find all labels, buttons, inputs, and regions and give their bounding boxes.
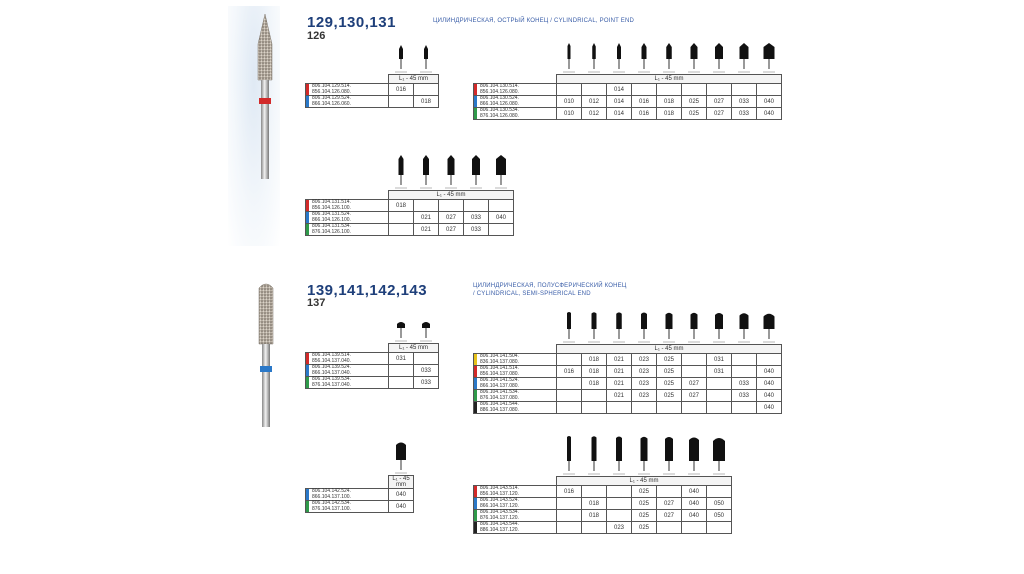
size-cell <box>732 84 757 96</box>
size-cell <box>657 84 682 96</box>
size-cell <box>557 378 582 390</box>
size-cell <box>389 224 414 236</box>
size-cell: 033 <box>732 378 757 390</box>
size-cell: 027 <box>682 390 707 402</box>
size-cell: 016 <box>632 108 657 120</box>
size-cell: 021 <box>607 366 632 378</box>
size-cell: 016 <box>632 96 657 108</box>
size-cell <box>557 84 582 96</box>
size-cell <box>682 366 707 378</box>
section-description: ЦИЛИНДРИЧЕСКАЯ, ПОЛУСФЕРИЧЕСКИЙ КОНЕЦ <box>473 283 627 289</box>
cylinder-round-bur-icon <box>418 320 434 342</box>
diamond-bur-photo-icon <box>252 282 280 427</box>
size-cell: 033 <box>732 108 757 120</box>
size-cell <box>707 486 732 498</box>
size-cell: 014 <box>607 84 632 96</box>
size-cell <box>632 84 657 96</box>
size-cell: 025 <box>657 378 682 390</box>
product-code: 806.104.143.524. 866.104.137.120. <box>474 498 557 510</box>
size-cell: 012 <box>582 108 607 120</box>
table-header: L₁ - 45 mm <box>389 191 514 200</box>
size-cell: 012 <box>582 96 607 108</box>
size-cell: 027 <box>439 224 464 236</box>
size-cell: 040 <box>757 96 782 108</box>
size-cell: 023 <box>632 354 657 366</box>
size-cell <box>582 390 607 402</box>
product-code: 806.104.143.534. 876.104.137.120. <box>474 510 557 522</box>
cylinder-round-bur-icon <box>686 435 702 475</box>
product-code: 806.104.130.514. 856.104.126.080. <box>474 84 557 96</box>
size-cell: 033 <box>732 96 757 108</box>
size-cell <box>707 390 732 402</box>
table-row <box>306 96 439 108</box>
section-title: 129,130,131 <box>307 14 396 31</box>
table-row <box>474 108 782 120</box>
size-cell: 023 <box>632 366 657 378</box>
product-code: 806.104.141.524. 866.104.137.080. <box>474 378 557 390</box>
size-cell <box>582 486 607 498</box>
cylinder-round-bur-icon <box>586 311 602 343</box>
product-code: 806.104.130.534. 876.104.126.080. <box>474 108 557 120</box>
size-cell <box>732 354 757 366</box>
size-cell <box>557 390 582 402</box>
size-cell: 033 <box>414 377 439 389</box>
table-header: L₁ - 45 mm <box>557 75 782 84</box>
table-header: L₁ - 45 mm <box>389 476 414 489</box>
size-cell: 023 <box>607 522 632 534</box>
table-header: L₁ - 45 mm <box>557 477 732 486</box>
size-cell: 025 <box>657 390 682 402</box>
product-code: 806.104.142.534. 876.104.137.100. <box>306 501 389 513</box>
size-cell: 018 <box>657 96 682 108</box>
table-row <box>474 390 782 402</box>
table-row <box>306 200 514 212</box>
size-cell: 025 <box>632 522 657 534</box>
product-code: 806.104.131.514. 856.104.126.100. <box>306 200 389 212</box>
size-cell: 018 <box>582 366 607 378</box>
product-code: 806.104.139.514. 856.104.137.040. <box>306 353 389 365</box>
section-subtitle: 137 <box>307 297 326 309</box>
cylinder-round-bur-icon <box>636 435 652 475</box>
table-row <box>474 366 782 378</box>
cylinder-point-bur-icon <box>418 45 434 73</box>
size-cell: 018 <box>414 96 439 108</box>
cylinder-round-bur-icon <box>736 311 752 343</box>
size-cell: 050 <box>707 510 732 522</box>
cylinder-round-bur-icon <box>393 440 409 474</box>
table-row <box>306 489 414 501</box>
size-cell: 040 <box>757 378 782 390</box>
size-cell <box>707 378 732 390</box>
diamond-bur-photo-icon <box>250 14 280 179</box>
table-row <box>474 486 732 498</box>
table-row <box>474 96 782 108</box>
size-cell <box>682 354 707 366</box>
product-table-142 <box>305 475 414 513</box>
size-cell <box>439 200 464 212</box>
size-cell <box>389 96 414 108</box>
cylinder-round-bur-icon <box>661 311 677 343</box>
size-cell <box>582 84 607 96</box>
size-cell: 021 <box>607 354 632 366</box>
cylinder-point-bur-icon <box>636 43 652 73</box>
cylinder-point-bur-icon <box>761 43 777 73</box>
size-cell <box>414 84 439 96</box>
size-cell: 040 <box>682 510 707 522</box>
cylinder-point-bur-icon <box>393 45 409 73</box>
size-cell <box>607 486 632 498</box>
table-corner <box>306 476 389 489</box>
size-cell: 025 <box>657 366 682 378</box>
size-cell: 010 <box>557 96 582 108</box>
size-cell: 021 <box>414 212 439 224</box>
size-cell: 018 <box>582 354 607 366</box>
product-table-130 <box>473 74 782 120</box>
size-cell <box>657 522 682 534</box>
size-cell: 027 <box>439 212 464 224</box>
size-cell <box>657 486 682 498</box>
size-cell: 040 <box>757 402 782 414</box>
cylinder-round-bur-icon <box>711 311 727 343</box>
cylinder-point-bur-icon <box>443 155 459 189</box>
product-code: 806.104.141.504. 836.104.137.080. <box>474 354 557 366</box>
size-cell: 016 <box>557 366 582 378</box>
size-cell: 010 <box>557 108 582 120</box>
cylinder-round-bur-icon <box>611 311 627 343</box>
cylinder-round-bur-icon <box>611 435 627 475</box>
size-cell <box>682 84 707 96</box>
product-code: 806.104.131.524. 866.104.126.100. <box>306 212 389 224</box>
size-cell: 040 <box>757 390 782 402</box>
table-row <box>474 378 782 390</box>
size-cell: 025 <box>632 510 657 522</box>
size-cell: 033 <box>732 390 757 402</box>
size-cell: 018 <box>389 200 414 212</box>
size-cell: 050 <box>707 498 732 510</box>
section-subtitle: 126 <box>307 30 326 42</box>
table-row <box>306 377 439 389</box>
product-code: 806.104.141.514. 856.104.137.080. <box>474 366 557 378</box>
size-cell: 023 <box>632 378 657 390</box>
size-cell: 025 <box>632 498 657 510</box>
size-cell <box>632 402 657 414</box>
table-row <box>474 354 782 366</box>
size-cell <box>657 402 682 414</box>
size-cell: 018 <box>657 108 682 120</box>
size-cell <box>707 402 732 414</box>
cylinder-point-bur-icon <box>711 43 727 73</box>
size-cell: 040 <box>757 108 782 120</box>
size-cell <box>414 200 439 212</box>
size-cell: 027 <box>682 378 707 390</box>
cylinder-round-bur-icon <box>686 311 702 343</box>
cylinder-point-bur-icon <box>661 43 677 73</box>
size-cell: 040 <box>389 501 414 513</box>
product-table-141 <box>473 344 782 414</box>
cylinder-round-bur-icon <box>761 311 777 343</box>
size-cell <box>557 354 582 366</box>
cylinder-point-bur-icon <box>561 43 577 73</box>
cylinder-round-bur-icon <box>586 435 602 475</box>
size-cell <box>607 402 632 414</box>
size-cell: 025 <box>682 96 707 108</box>
size-cell: 033 <box>414 365 439 377</box>
size-cell <box>489 224 514 236</box>
size-cell: 018 <box>582 510 607 522</box>
table-row <box>474 522 732 534</box>
size-cell: 033 <box>464 224 489 236</box>
size-cell <box>682 522 707 534</box>
size-cell <box>682 402 707 414</box>
table-row <box>306 365 439 377</box>
size-cell: 023 <box>632 390 657 402</box>
product-table-143 <box>473 476 732 534</box>
cylinder-round-bur-icon <box>711 435 727 475</box>
table-row <box>306 353 439 365</box>
size-cell <box>732 366 757 378</box>
section-description: / CYLINDRICAL, SEMI-SPHERICAL END <box>473 291 591 297</box>
product-code: 806.104.139.524. 866.104.137.040. <box>306 365 389 377</box>
size-cell: 018 <box>582 378 607 390</box>
size-cell: 031 <box>389 353 414 365</box>
size-cell: 025 <box>657 354 682 366</box>
size-cell <box>757 84 782 96</box>
size-cell: 014 <box>607 108 632 120</box>
size-cell: 021 <box>414 224 439 236</box>
size-cell: 016 <box>389 84 414 96</box>
size-cell <box>557 522 582 534</box>
table-row <box>474 84 782 96</box>
size-cell <box>557 498 582 510</box>
size-cell <box>557 402 582 414</box>
cylinder-point-bur-icon <box>686 43 702 73</box>
size-cell <box>389 377 414 389</box>
size-cell <box>389 212 414 224</box>
cylinder-round-bur-icon <box>393 320 409 342</box>
size-cell: 027 <box>657 510 682 522</box>
size-cell: 027 <box>707 96 732 108</box>
size-cell <box>757 354 782 366</box>
cylinder-round-bur-icon <box>636 311 652 343</box>
product-code: 806.104.141.544. 886.104.137.080. <box>474 402 557 414</box>
size-cell: 040 <box>389 489 414 501</box>
size-cell <box>607 510 632 522</box>
size-cell: 031 <box>707 354 732 366</box>
cylinder-point-bur-icon <box>393 155 409 189</box>
product-code: 806.104.130.524. 866.104.126.080. <box>474 96 557 108</box>
size-cell: 025 <box>632 486 657 498</box>
table-row <box>474 498 732 510</box>
product-code: 806.104.129.514. 856.104.126.080. <box>306 84 389 96</box>
product-code: 806.104.141.534. 876.104.137.080. <box>474 390 557 402</box>
size-cell <box>414 353 439 365</box>
size-cell: 040 <box>489 212 514 224</box>
table-row <box>306 501 414 513</box>
size-cell <box>464 200 489 212</box>
size-cell: 018 <box>582 498 607 510</box>
product-code: 806.104.143.514. 856.104.137.120. <box>474 486 557 498</box>
size-cell: 021 <box>607 378 632 390</box>
product-table-139 <box>305 343 439 389</box>
size-cell <box>707 522 732 534</box>
size-cell <box>489 200 514 212</box>
table-row <box>306 84 439 96</box>
cylinder-round-bur-icon <box>561 311 577 343</box>
product-code: 806.104.142.524. 866.104.137.100. <box>306 489 389 501</box>
product-code: 806.104.139.534. 876.104.137.040. <box>306 377 389 389</box>
size-cell <box>607 498 632 510</box>
size-cell <box>707 84 732 96</box>
table-header: L₁ - 45 mm <box>389 75 439 84</box>
size-cell: 014 <box>607 96 632 108</box>
cylinder-point-bur-icon <box>493 155 509 189</box>
size-cell: 033 <box>464 212 489 224</box>
table-header: L₁ - 45 mm <box>557 345 782 354</box>
size-cell <box>582 402 607 414</box>
size-cell <box>557 510 582 522</box>
cylinder-round-bur-icon <box>561 435 577 475</box>
table-header: L₁ - 45 mm <box>389 344 439 353</box>
size-cell <box>389 365 414 377</box>
cylinder-point-bur-icon <box>736 43 752 73</box>
table-row <box>306 212 514 224</box>
cylinder-point-bur-icon <box>611 43 627 73</box>
size-cell: 040 <box>682 498 707 510</box>
product-table-129 <box>305 74 439 108</box>
size-cell: 021 <box>607 390 632 402</box>
section-description: ЦИЛИНДРИЧЕСКАЯ, ОСТРЫЙ КОНЕЦ / CYLINDRICAL, POINT END <box>433 18 635 24</box>
table-row <box>474 402 782 414</box>
size-cell <box>582 522 607 534</box>
product-code: 806.104.131.534. 876.104.126.100. <box>306 224 389 236</box>
product-table-131 <box>305 190 514 236</box>
table-row <box>474 510 732 522</box>
section-title: 139,141,142,143 <box>307 282 428 299</box>
size-cell: 025 <box>682 108 707 120</box>
size-cell: 031 <box>707 366 732 378</box>
product-code: 806.104.143.544. 886.104.137.120. <box>474 522 557 534</box>
size-cell: 027 <box>707 108 732 120</box>
cylinder-point-bur-icon <box>418 155 434 189</box>
cylinder-point-bur-icon <box>468 155 484 189</box>
size-cell <box>732 402 757 414</box>
product-code: 806.104.129.524. 866.104.126.060. <box>306 96 389 108</box>
cylinder-round-bur-icon <box>661 435 677 475</box>
size-cell: 040 <box>682 486 707 498</box>
size-cell: 040 <box>757 366 782 378</box>
table-row <box>306 224 514 236</box>
cylinder-point-bur-icon <box>586 43 602 73</box>
size-cell: 027 <box>657 498 682 510</box>
size-cell: 016 <box>557 486 582 498</box>
